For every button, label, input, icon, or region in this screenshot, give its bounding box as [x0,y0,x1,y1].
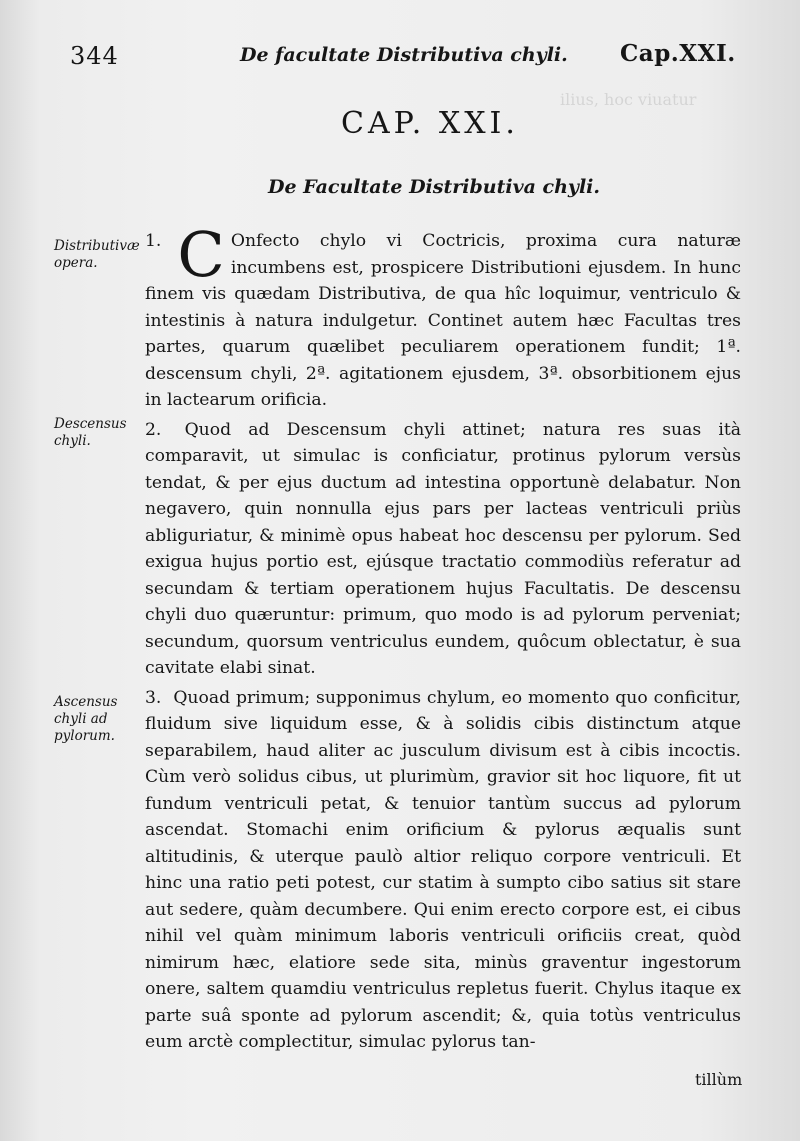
paragraph-number: 1. [145,231,162,251]
margin-note: Ascensus chyli ad pylorum. [54,694,118,744]
paragraph [145,218,741,414]
paragraph-text: Quoad primum; supponimus chylum, eo momento quo conficitur, fluidum sive liquidum esse, & à solidis cibis distinctum atque separabilem, haud aliter ac jusculum divisum est à cibis incoctis. Cùm verò solidus cibus, ut plurimùm, gravior sit hoc liquore, fit ut fundum ventriculi petat, & tenuior tantùm succus ad pylorum ascendat. Stomachi enim orificium & pylorus æqualis sunt altitudinis, & uterque paulò altior reliquo corpore ventriculi. Et hinc una ratio peti potest, cur statim à sumpto cibo satius sit stare aut sedere, quàm decumbere. Qui enim erecto corpore est, ei cibus nihil vel quàm minimum laboris ventriculi orificiis creat, quòd nimirum hæc, elatiore sede sita, minùs graventur ingestorum onere, saltem quamdiu ventriculus repletus fuerit. Chylus itaque ex parte suâ sponte ad pylorum ascendit; &, quia totùs ventriculus eum arctè complectitur, simulac pylorus tan- [145,687,741,1052]
chapter-heading: CAP. XXI. [341,106,519,141]
chapter-reference: Cap.XXI. [620,40,736,67]
catchword: tillùm [695,1070,743,1089]
chapter-subtitle: De Facultate Distributiva chyli. [267,176,601,198]
margin-note: Descensus chyli. [54,416,127,449]
running-title: De facultate Distributiva chyli. [240,44,568,66]
show-through-text: ilius, hoc viuatur [560,90,697,109]
drop-cap: C [177,218,225,291]
page-number: 344 [70,42,119,70]
page-header [0,36,800,76]
paragraph-number: 3. [145,687,162,708]
paragraph-number: 2. [145,419,162,440]
paragraph-text: Quod ad Descensum chyli attinet; natura res suas ità comparavit, ut simulac is conficiatur, protinus pylorum versùs tendat, & per ejus ductum ad intestina opportunè delabatur. Non negavero, quin nonnulla ejus pars per lacteas ventriculi priùs abliguriatur, & minimè opus habeat hoc descensu per pylorum. Sed exigua hujus portio est, ejúsque tractatio commodiùs referatur ad secundam & tertiam operationem hujus Facultatis. De descensu chyli duo quæruntur: primum, quo modo is ad pylorum perveniat; secundum, quorsum ventriculus eundem, quôcum oblectatur, è sua cavitate elabi sinat. [145,419,741,678]
margin-note: Distributivæ opera. [54,238,140,271]
paragraph [145,685,741,1056]
paragraph [145,417,741,682]
paragraph-text: Onfecto chylo vi Coctricis, proxima cura naturæ incumbens est, prospicere Distributioni ejusdem. In hunc finem vis quædam Distributiva, de qua hîc loquimur, ventriculo & intestinis à natura indulgetur. Continet autem hæc Facultas tres partes, quarum quælibet peculiarem operationem fundit; 1ª. descensum chyli, 2ª. agitationem ejusdem, 3ª. obsorbitionem ejus in lactearum orificia. [145,231,741,410]
body-text [145,218,741,1056]
